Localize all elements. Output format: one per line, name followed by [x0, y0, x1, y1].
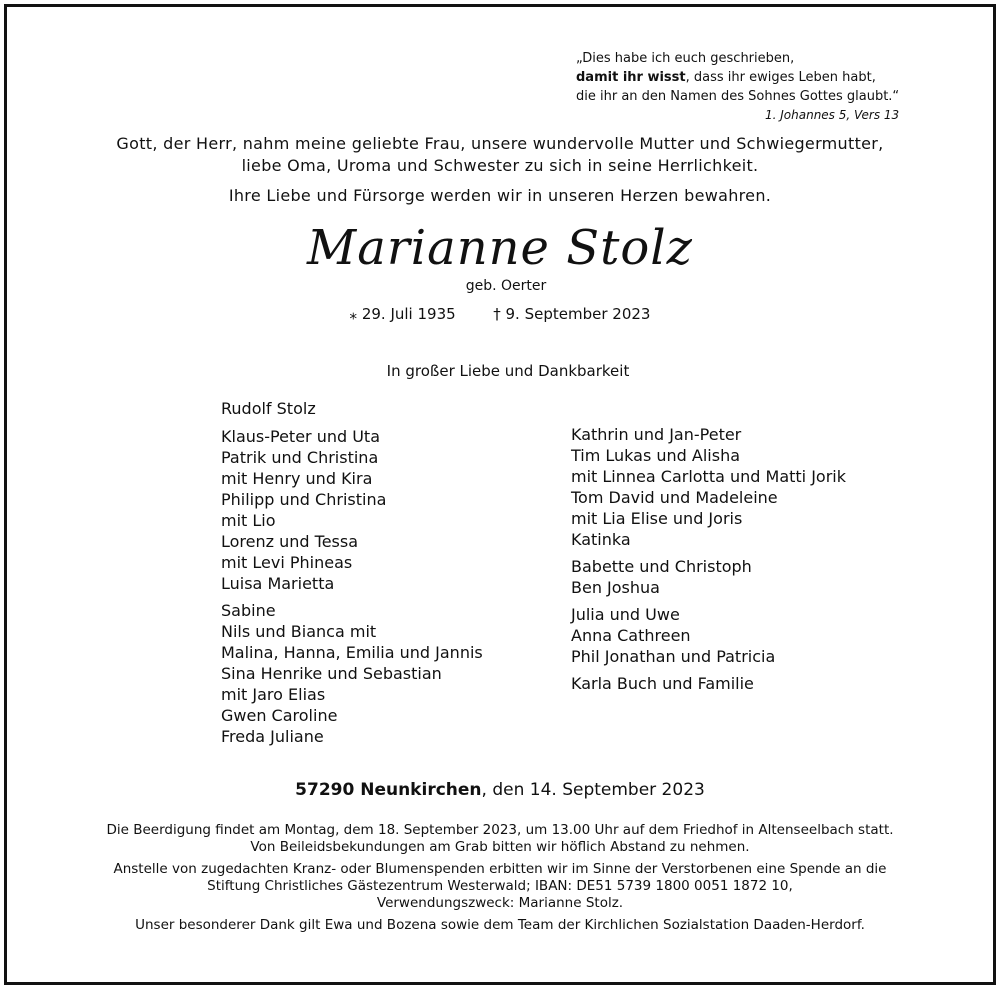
- list-item: mit Henry und Kira: [221, 469, 373, 488]
- quote-line-3: die ihr an den Namen des Sohnes Gottes glaubt.“: [576, 89, 900, 104]
- list-item: Anna Cathreen: [571, 626, 691, 645]
- list-item: Phil Jonathan und Patricia: [571, 647, 776, 666]
- list-item: Freda Juliane: [221, 727, 324, 746]
- mourner-group: [571, 556, 846, 598]
- mourner-group: [221, 426, 483, 594]
- mourner-group: [221, 600, 483, 747]
- funeral-info: [0, 822, 1000, 856]
- mourner-group: [571, 673, 846, 694]
- list-item: Tim Lukas und Alisha: [571, 446, 741, 465]
- donation-line-2: Stiftung Christliches Gästezentrum Westerwald; IBAN: DE51 5739 1800 0051 1872 10,: [207, 878, 793, 894]
- quote-emphasis: damit ihr wisst: [576, 70, 686, 85]
- list-item: Tom David und Madeleine: [571, 488, 778, 507]
- death-date: 9. September 2023: [505, 305, 651, 323]
- list-item: Sina Henrike und Sebastian: [221, 664, 442, 683]
- funeral-line-2: Von Beileidsbekundungen am Grab bitten wir höflich Abstand zu nehmen.: [250, 839, 750, 855]
- intro-line-1: Gott, der Herr, nahm meine geliebte Frau, unsere wundervolle Mutter und Schwiegermutter,: [116, 134, 884, 153]
- donation-info: [0, 861, 1000, 912]
- list-item: Karla Buch und Familie: [571, 674, 754, 693]
- list-item: mit Levi Phineas: [221, 553, 353, 572]
- life-dates: [0, 304, 1000, 324]
- list-item: Philipp und Christina: [221, 490, 387, 509]
- cross-icon: †: [493, 305, 501, 323]
- list-item: Malina, Hanna, Emilia und Jannis: [221, 643, 483, 662]
- list-item: Sabine: [221, 601, 276, 620]
- thanks-info: Unser besonderer Dank gilt Ewa und Bozena sowie dem Team der Kirchlichen Sozialstation Daaden-Herdorf.: [135, 917, 865, 933]
- list-item: mit Lia Elise und Joris: [571, 509, 743, 528]
- gratitude-line: In großer Liebe und Dankbarkeit: [386, 362, 630, 380]
- list-item: mit Linnea Carlotta und Matti Jorik: [571, 467, 846, 486]
- intro-line-2: liebe Oma, Uroma und Schwester zu sich in seine Herrlichkeit.: [241, 156, 759, 175]
- list-item: Ben Joshua: [571, 578, 660, 597]
- list-item: mit Jaro Elias: [221, 685, 326, 704]
- intro-text: [0, 133, 1000, 177]
- mourner-group: [571, 604, 846, 667]
- birth-name: geb. Oerter: [465, 278, 547, 294]
- list-item: Luisa Marietta: [221, 574, 335, 593]
- love-line: Ihre Liebe und Fürsorge werden wir in unseren Herzen bewahren.: [228, 186, 772, 205]
- list-item: Lorenz und Tessa: [221, 532, 359, 551]
- donation-line-3: Verwendungszweck: Marianne Stolz.: [376, 895, 624, 911]
- deceased-name: Marianne Stolz: [307, 220, 693, 276]
- place: 57290 Neunkirchen: [295, 780, 482, 800]
- bible-quote: [576, 49, 899, 125]
- mourners-left-column: [221, 398, 483, 753]
- birth-date: 29. Juli 1935: [361, 305, 456, 323]
- date: , den 14. September 2023: [481, 780, 705, 800]
- mourner-group: [571, 424, 846, 550]
- funeral-line-1: Die Beerdigung findet am Montag, dem 18. September 2023, um 13.00 Uhr auf dem Friedhof in Altenseelbach statt.: [106, 822, 894, 838]
- place-date-line: [0, 778, 1000, 802]
- born-symbol-icon: ⁎: [349, 305, 358, 323]
- quote-line-2: [576, 68, 899, 87]
- quote-reference: 1. Johannes 5, Vers 13: [764, 108, 900, 122]
- list-item: Klaus-Peter und Uta: [221, 427, 381, 446]
- donation-line-1: Anstelle von zugedachten Kranz- oder Blumenspenden erbitten wir im Sinne der Verstorbenen eine Spende an die: [113, 861, 887, 877]
- list-item: Nils und Bianca mit: [221, 622, 377, 641]
- quote-line-2-rest: , dass ihr ewiges Leben habt,: [685, 70, 876, 85]
- list-item: Kathrin und Jan-Peter: [571, 425, 742, 444]
- list-item: Gwen Caroline: [221, 706, 338, 725]
- notes-section: [0, 822, 1000, 939]
- quote-line-1: „Dies habe ich euch geschrieben,: [576, 51, 795, 66]
- mourners-right-column: [571, 424, 846, 700]
- list-item: Katinka: [571, 530, 631, 549]
- list-item: Babette und Christoph: [571, 557, 752, 576]
- list-item: Julia und Uwe: [571, 605, 680, 624]
- list-item: mit Lio: [221, 511, 276, 530]
- mourner-husband: Rudolf Stolz: [221, 399, 316, 418]
- list-item: Patrik und Christina: [221, 448, 379, 467]
